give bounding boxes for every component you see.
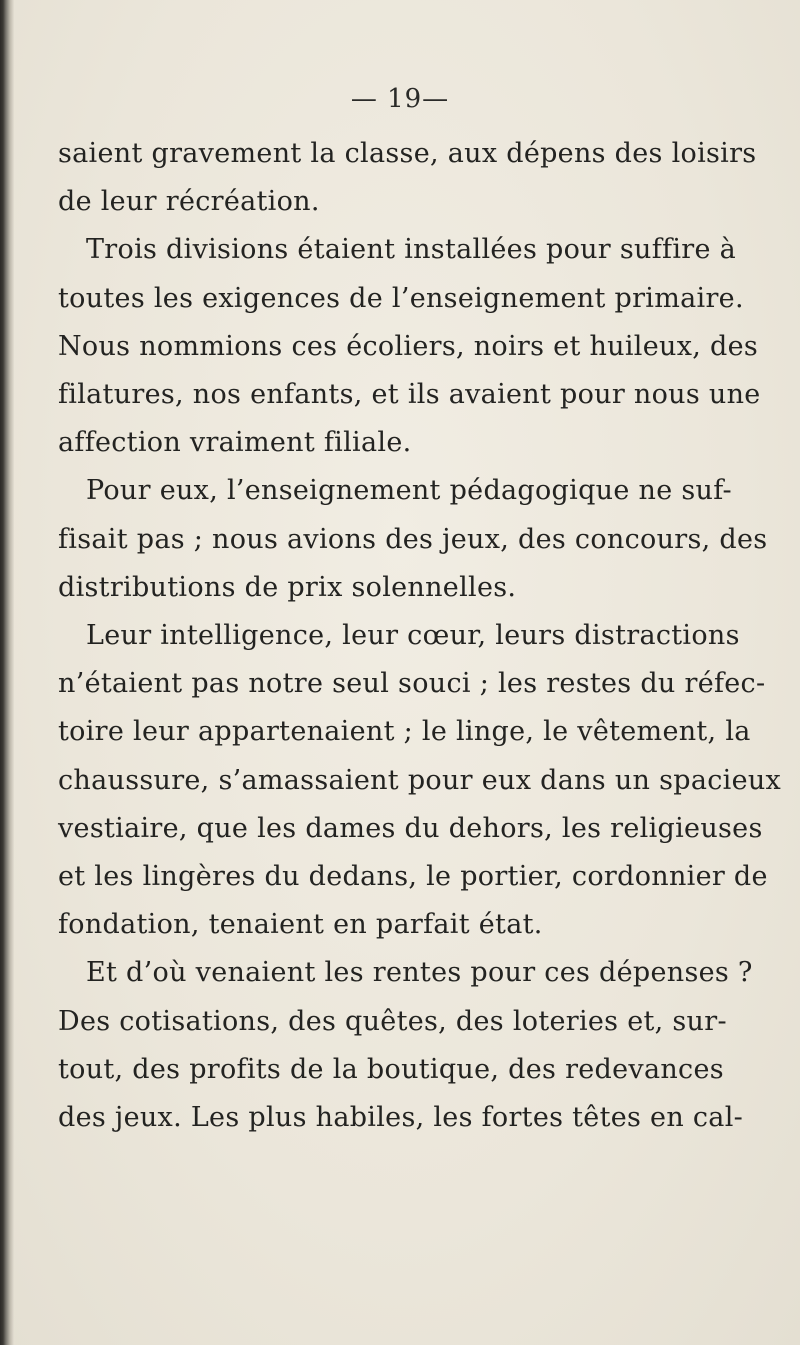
page-binding-edge <box>0 0 14 1345</box>
text-line: fisait pas ; nous avions des jeux, des concours, des <box>58 523 768 555</box>
text-line: filatures, nos enfants, et ils avaient pour nous une <box>58 379 761 411</box>
body-text <box>58 130 782 1142</box>
text-line: distributions de prix solennelles. <box>58 571 517 603</box>
text-line: saient gravement la classe, aux dépens des loisirs <box>58 138 757 169</box>
text-line: et les lingères du dedans, le portier, cordonnier de <box>58 861 768 893</box>
text-line: tout, des profits de la boutique, des redevances <box>58 1053 724 1085</box>
page-number: — 19— <box>350 84 450 114</box>
text-line: Des cotisations, des quêtes, des loteries et, sur- <box>58 1005 727 1037</box>
text-line: affection vraiment filiale. <box>58 427 412 459</box>
text-line: vestiaire, que les dames du dehors, les religieuses <box>58 812 763 844</box>
text-line: toire leur appartenaient ; le linge, le vêtement, la <box>58 716 751 748</box>
text-line: Trois divisions étaient installées pour suffire à <box>86 234 737 266</box>
text-line: fondation, tenaient en parfait état. <box>58 909 543 941</box>
text-line: Et d’où venaient les rentes pour ces dépenses ? <box>86 957 753 989</box>
text-line: des jeux. Les plus habiles, les fortes têtes en cal- <box>58 1102 744 1134</box>
text-line: de leur récréation. <box>58 186 320 218</box>
text-line: Nous nommions ces écoliers, noirs et huileux, des <box>58 330 759 362</box>
text-line: Pour eux, l’enseignement pédagogique ne suf- <box>86 475 732 507</box>
text-line: n’étaient pas notre seul souci ; les restes du réfec- <box>58 668 766 700</box>
text-line: chaussure, s’amassaient pour eux dans un spacieux <box>58 764 782 796</box>
text-line: toutes les exigences de l’enseignement primaire. <box>58 282 744 314</box>
text-line: Leur intelligence, leur cœur, leurs distractions <box>86 620 740 652</box>
